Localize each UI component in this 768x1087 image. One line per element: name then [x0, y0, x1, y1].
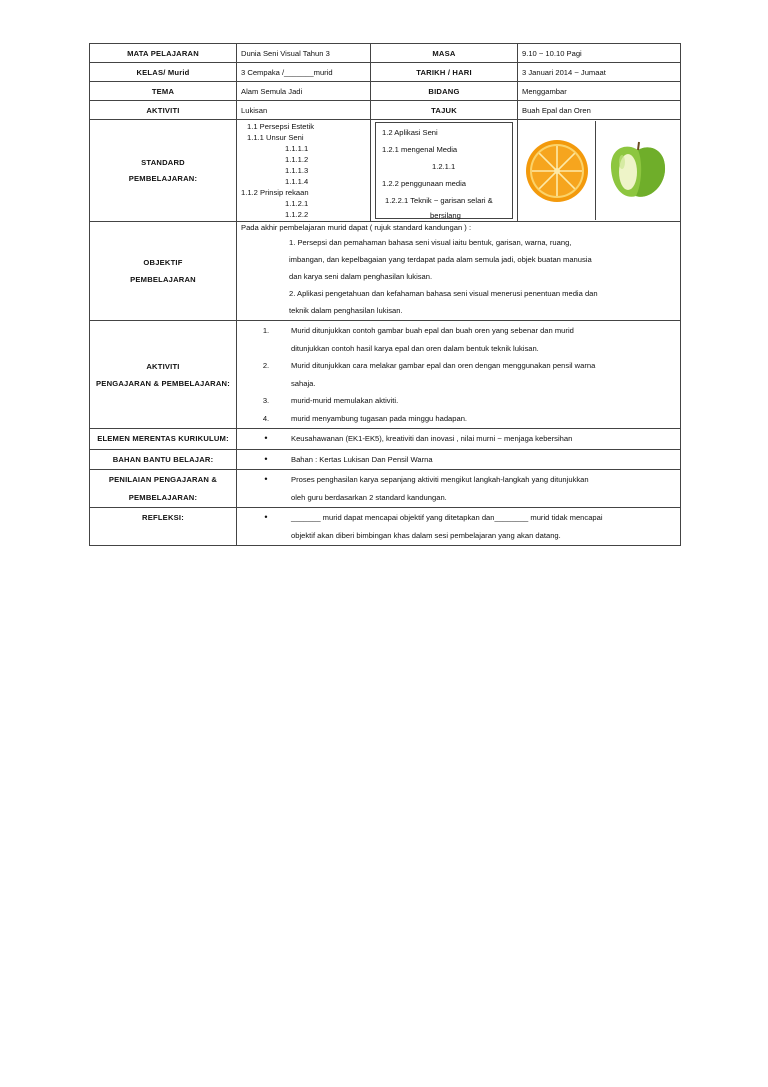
row-refleksi — [90, 508, 681, 546]
standard-b-box — [375, 122, 513, 219]
label-masa: MASA — [371, 44, 518, 63]
row-kelas — [90, 63, 681, 82]
step-number: 3. — [262, 396, 270, 405]
label-tajuk: TAJUK — [371, 101, 518, 120]
row-elemen — [90, 429, 681, 450]
lesson-plan-page — [89, 43, 680, 546]
standard-a-item: 1.1.1.1 — [285, 144, 309, 153]
label-tarikh: TARIKH / HARI — [371, 63, 518, 82]
value-aktiviti: Lukisan — [237, 101, 371, 120]
step-text: Murid ditunjukkan contoh gambar buah epal dan buah oren yang sebenar dan murid — [291, 326, 574, 335]
row-tema — [90, 82, 681, 101]
label-aktiviti-pp — [90, 321, 237, 429]
row-standard — [90, 120, 681, 222]
row-aktiviti-pp — [90, 321, 681, 429]
list-item — [241, 357, 676, 375]
penilaian-content — [237, 470, 681, 508]
elemen-text: Keusahawanan (EK1-EK5), kreativiti dan inovasi , nilai murni ~ menjaga kebersihan — [291, 434, 573, 443]
list-item-cont — [241, 375, 676, 393]
refleksi-text: _______ murid dapat mencapai objektif yang ditetapkan dan________ murid tidak mencapai — [291, 513, 603, 522]
standard-a-item: 1.1.2 Prinsip rekaan — [241, 188, 309, 197]
step-text: murid-murid memulakan aktiviti. — [291, 396, 399, 405]
penilaian-text: Proses penghasilan karya sepanjang aktiviti mengikut langkah-langkah yang ditunjukkan — [291, 475, 589, 484]
refleksi-text: objektif akan diberi bimbingan khas dalam sesi pembelajaran yang akan datang. — [291, 530, 561, 540]
elemen-content — [237, 429, 681, 450]
standard-a-item: 1.1.1.2 — [285, 155, 309, 164]
label-aktiviti-pp-line1: AKTIVITI — [146, 361, 180, 371]
label-objektif — [90, 222, 237, 321]
label-aktiviti-pp-line2: PENGAJARAN & PEMBELAJARAN: — [96, 378, 230, 388]
step-number: 4. — [262, 413, 270, 423]
objektif-text: dan karya seni dalam penghasilan lukisan. — [289, 272, 433, 281]
objektif-text: 1. Persepsi dan pemahaman bahasa seni visual iaitu bentuk, garisan, warna, ruang, — [289, 238, 572, 247]
bullet-icon: • — [264, 512, 268, 522]
objektif-text: imbangan, dan kepelbagaian yang terdapat pada alam semula jadi, objek buatan manusia — [289, 255, 592, 264]
value-tarikh: 3 Januari 2014 ~ Jumaat — [518, 63, 681, 82]
row-penilaian — [90, 470, 681, 508]
value-tema: Alam Semula Jadi — [237, 82, 371, 101]
standard-a-item: 1.1.1.3 — [285, 166, 309, 175]
row-bahan — [90, 449, 681, 470]
value-mata-pelajaran: Dunia Seni Visual Tahun 3 — [237, 44, 371, 63]
label-bahan: BAHAN BANTU BELAJAR: — [90, 449, 237, 470]
bahan-text: Bahan : Kertas Lukisan Dan Pensil Warna — [291, 454, 433, 464]
aktiviti-steps — [237, 321, 681, 429]
label-penilaian — [90, 470, 237, 508]
objektif-text: teknik dalam penghasilan lukisan. — [289, 306, 403, 315]
label-objektif-line1: OBJEKTIF — [143, 258, 183, 267]
standard-a-item: 1.1 Persepsi Estetik — [247, 122, 315, 131]
fruit-images-cell — [518, 120, 681, 222]
standard-a-item: 1.1.2.1 — [285, 199, 309, 208]
row-objektif — [90, 222, 681, 321]
objektif-text: 2. Aplikasi pengetahuan dan kefahaman bahasa seni visual menerusi penentuan media dan — [289, 289, 598, 298]
standard-col-b — [371, 120, 518, 222]
value-bidang: Menggambar — [518, 82, 681, 101]
label-refleksi: REFLEKSI: — [90, 508, 237, 546]
label-bidang: BIDANG — [371, 82, 518, 101]
value-masa: 9.10 ~ 10.10 Pagi — [518, 44, 681, 63]
label-mata-pelajaran: MATA PELAJARAN — [90, 44, 237, 63]
standard-b-item: 1.2.2.1 Teknik ~ garisan selari & — [385, 196, 493, 205]
list-item-cont — [241, 340, 676, 358]
value-tajuk: Buah Epal dan Oren — [518, 101, 681, 120]
bahan-content — [237, 449, 681, 470]
standard-b-item: 1.2.1 mengenal Media — [382, 145, 458, 154]
label-tema: TEMA — [90, 82, 237, 101]
standard-col-a — [237, 120, 371, 222]
bullet-icon: • — [264, 433, 268, 443]
lesson-plan-table — [89, 43, 681, 546]
step-text: ditunjukkan contoh hasil karya epal dan oren dalam bentuk teknik lukisan. — [291, 343, 539, 353]
step-text: Murid ditunjukkan cara melakar gambar epal dan oren dengan menggunakan pensil warna — [291, 361, 596, 370]
standard-a-item: 1.1.2.2 — [285, 210, 309, 219]
bullet-icon: • — [264, 453, 268, 464]
orange-image — [518, 121, 596, 220]
refleksi-content — [237, 508, 681, 546]
objektif-content — [237, 222, 681, 321]
label-penilaian-line1: PENILAIAN PENGAJARAN & — [108, 475, 218, 484]
apple-image — [596, 121, 680, 220]
row-mata-pelajaran — [90, 44, 681, 63]
bullet-icon: • — [264, 474, 268, 484]
objektif-intro: Pada akhir pembelajaran murid dapat ( rujuk standard kandungan ) : — [241, 223, 472, 232]
penilaian-text: oleh guru berdasarkan 2 standard kandungan. — [291, 492, 447, 502]
label-standard-line1: STANDARD — [141, 157, 185, 167]
step-number: 1. — [262, 326, 270, 335]
label-kelas: KELAS/ Murid — [90, 63, 237, 82]
step-number: 2. — [262, 361, 270, 370]
standard-b-item: bersilang — [430, 211, 461, 220]
standard-b-item: 1.2.1.1 — [432, 162, 456, 171]
standard-a-item: 1.1.1 Unsur Seni — [247, 133, 304, 142]
standard-b-item: 1.2.2 penggunaan media — [382, 179, 467, 188]
label-standard-line2: PEMBELAJARAN: — [128, 173, 198, 183]
step-text: murid menyambung tugasan pada minggu hadapan. — [291, 413, 468, 423]
label-penilaian-line2: PEMBELAJARAN: — [128, 492, 198, 502]
standard-b-item: 1.2 Aplikasi Seni — [382, 128, 438, 137]
row-aktiviti — [90, 101, 681, 120]
label-standard — [90, 120, 237, 222]
standard-a-item: 1.1.1.4 — [285, 177, 309, 186]
list-item — [241, 392, 676, 410]
label-objektif-line2: PEMBELAJARAN — [130, 275, 196, 284]
label-elemen: ELEMEN MERENTAS KURIKULUM: — [90, 429, 237, 450]
list-item — [241, 410, 676, 428]
step-text: sahaja. — [291, 378, 316, 388]
value-kelas: 3 Cempaka /_______murid — [237, 63, 371, 82]
label-aktiviti: AKTIVITI — [90, 101, 237, 120]
list-item — [241, 322, 676, 340]
